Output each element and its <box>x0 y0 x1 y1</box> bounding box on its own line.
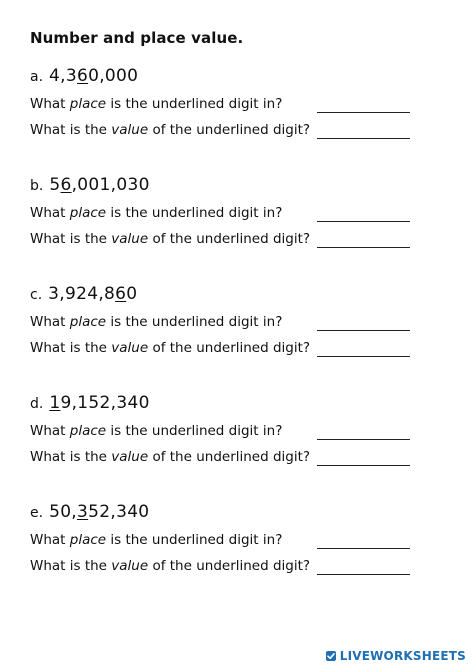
answer-blank-value[interactable] <box>317 574 410 575</box>
question-value: What is the value of the underlined digit? <box>30 122 311 138</box>
problem-number-line <box>30 393 150 413</box>
problem-number <box>49 66 138 86</box>
problem-e <box>30 502 430 602</box>
number-part-after: 0,000 <box>88 66 139 86</box>
problem-letter: b. <box>30 178 44 194</box>
problem-number-line <box>30 502 149 522</box>
problem-letter: c. <box>30 287 43 303</box>
underlined-digit: 6 <box>76 66 89 86</box>
answer-blank-place[interactable] <box>317 330 410 331</box>
problem-c <box>30 284 430 384</box>
question-value: What is the value of the underlined digit? <box>30 231 311 247</box>
liveworksheets-logo-icon <box>325 650 337 662</box>
underlined-digit: 1 <box>49 393 61 413</box>
worksheet-title: Number and place value. <box>30 29 244 47</box>
question-place: What place is the underlined digit in? <box>30 314 283 330</box>
problem-letter: a. <box>30 69 44 85</box>
number-part-after: 0 <box>126 284 138 304</box>
problem-number-line <box>30 284 137 304</box>
number-part-before: 50, <box>49 502 78 522</box>
question-place: What place is the underlined digit in? <box>30 423 283 439</box>
question-place: What place is the underlined digit in? <box>30 96 283 112</box>
answer-blank-value[interactable] <box>317 465 410 466</box>
problem-number <box>48 284 137 304</box>
question-place: What place is the underlined digit in? <box>30 205 283 221</box>
number-part-after: 9,152,340 <box>60 393 150 413</box>
problem-letter: e. <box>30 505 44 521</box>
answer-blank-value[interactable] <box>317 247 410 248</box>
answer-blank-place[interactable] <box>317 112 410 113</box>
number-part-before: 3,924,8 <box>48 284 116 304</box>
question-place: What place is the underlined digit in? <box>30 532 283 548</box>
number-part-after: ,001,030 <box>71 175 150 195</box>
problem-d <box>30 393 430 493</box>
question-value: What is the value of the underlined digit? <box>30 449 311 465</box>
underlined-digit: 6 <box>115 284 127 304</box>
liveworksheets-brand <box>325 649 466 663</box>
problem-number-line <box>30 66 138 86</box>
answer-blank-value[interactable] <box>317 356 410 357</box>
problem-b <box>30 175 430 275</box>
problem-letter: d. <box>30 396 44 412</box>
answer-blank-value[interactable] <box>317 138 410 139</box>
question-value: What is the value of the underlined digit? <box>30 558 311 574</box>
underlined-digit: 3 <box>77 502 89 522</box>
answer-blank-place[interactable] <box>317 548 410 549</box>
number-part-before: 5 <box>49 175 61 195</box>
brand-text: LIVEWORKSHEETS <box>339 649 466 663</box>
problem-number <box>49 175 149 195</box>
problem-a <box>30 66 430 166</box>
answer-blank-place[interactable] <box>317 439 410 440</box>
question-value: What is the value of the underlined digit? <box>30 340 311 356</box>
underlined-digit: 6 <box>60 175 72 195</box>
problem-number-line <box>30 175 150 195</box>
problem-number <box>49 393 149 413</box>
problem-number <box>49 502 149 522</box>
number-part-before: 4,3 <box>49 66 77 86</box>
number-part-after: 52,340 <box>88 502 150 522</box>
answer-blank-place[interactable] <box>317 221 410 222</box>
